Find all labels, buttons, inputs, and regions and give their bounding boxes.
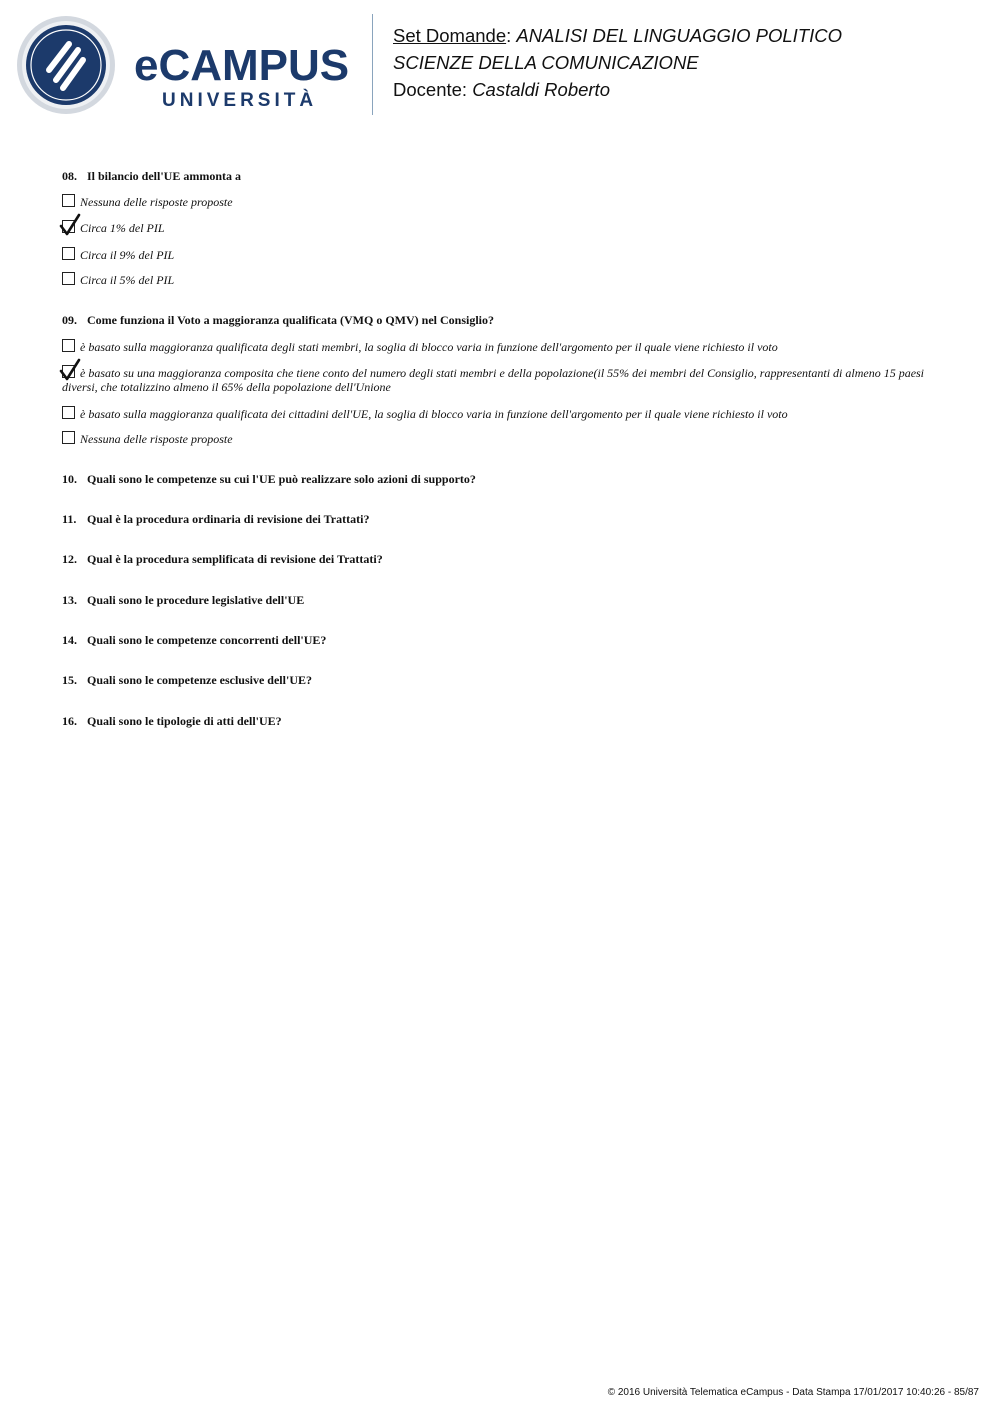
checkbox-icon[interactable]	[62, 194, 75, 207]
option-08-d[interactable]: Circa il 5% del PIL	[62, 273, 942, 287]
option-09-a[interactable]: è basato sulla maggioranza qualificata degli stati membri, la soglia di blocco varia in funzione dell'argomento per il quale viene richiesto il voto	[62, 340, 942, 354]
question-13: 13. Quali sono le procedure legislative dell'UE	[62, 593, 305, 607]
question-14: 14. Quali sono le competenze concorrenti dell'UE?	[62, 633, 327, 647]
course-name: SCIENZE DELLA COMUNICAZIONE	[393, 52, 699, 73]
checkmark-icon	[59, 213, 81, 237]
checkbox-icon[interactable]	[62, 272, 75, 285]
option-08-a[interactable]: Nessuna delle risposte proposte	[62, 195, 942, 209]
checkmark-icon	[59, 358, 81, 382]
teacher-label: Docente:	[393, 79, 468, 100]
question-15: 15. Quali sono le competenze esclusive dell'UE?	[62, 673, 312, 687]
option-08-c[interactable]: Circa il 9% del PIL	[62, 248, 942, 262]
checkbox-icon[interactable]	[62, 406, 75, 419]
checkbox-icon[interactable]	[62, 339, 75, 352]
option-09-d[interactable]: Nessuna delle risposte proposte	[62, 432, 942, 446]
question-09: 09. Come funziona il Voto a maggioranza qualificata (VMQ o QMV) nel Consiglio?	[62, 313, 494, 327]
set-label: Set Domande	[393, 25, 507, 46]
teacher-name: Castaldi Roberto	[472, 79, 610, 100]
header-divider	[372, 14, 373, 115]
question-11: 11. Qual è la procedura ordinaria di revisione dei Trattati?	[62, 512, 370, 526]
question-16: 16. Quali sono le tipologie di atti dell'UE?	[62, 714, 282, 728]
option-09-b[interactable]: è basato su una maggioranza composita che tiene conto del numero degli stati membri e della popolazione(il 55% dei membri del Consiglio, rappresentanti di almeno 15 paesi diversi, che totalizzino almeno il 65% della popolazione dell'Unione	[62, 366, 942, 394]
question-12: 12. Qual è la procedura semplificata di revisione dei Trattati?	[62, 552, 383, 566]
option-09-c[interactable]: è basato sulla maggioranza qualificata dei cittadini dell'UE, la soglia di blocco varia in funzione dell'argomento per il quale viene richiesto il voto	[62, 407, 942, 421]
ecampus-logo	[16, 14, 361, 118]
option-08-b[interactable]: Circa 1% del PIL	[62, 221, 942, 235]
question-10: 10. Quali sono le competenze su cui l'UE può realizzare solo azioni di supporto?	[62, 472, 476, 486]
page-header	[0, 0, 1000, 130]
brand-subtitle: UNIVERSITÀ	[162, 90, 318, 111]
set-title: ANALISI DEL LINGUAGGIO POLITICO	[516, 25, 842, 46]
page-footer: © 2016 Università Telematica eCampus - Data Stampa 17/01/2017 10:40:26 - 85/87	[607, 1387, 979, 1398]
header-info	[393, 22, 842, 103]
checkbox-icon[interactable]	[62, 431, 75, 444]
brand-name: eCAMPUS	[134, 41, 350, 90]
question-08: 08. Il bilancio dell'UE ammonta a	[62, 169, 242, 183]
checkbox-icon[interactable]	[62, 247, 75, 260]
set-colon: :	[506, 25, 512, 46]
